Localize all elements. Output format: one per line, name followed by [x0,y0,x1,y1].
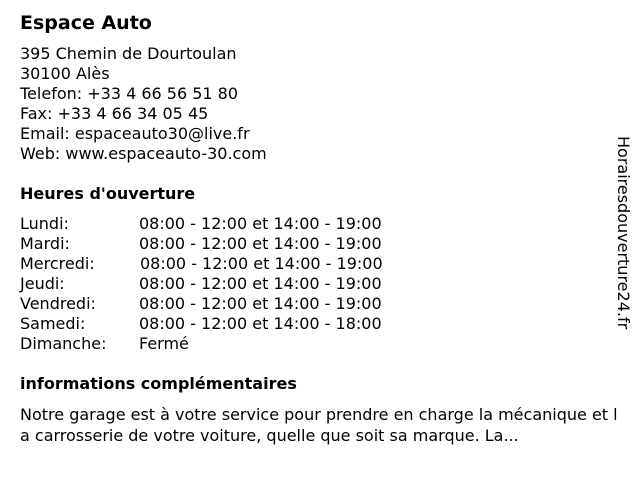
email-line: Email: espaceauto30@live.fr [20,124,250,143]
extra-info-heading: informations complémentaires [20,374,297,393]
day-label: Mardi: [20,234,70,253]
hours-value: 08:00 - 12:00 et 14:00 - 19:00 [140,254,383,273]
day-label: Samedi: [20,314,86,333]
hours-value: Fermé [139,334,189,353]
hours-table [20,214,440,354]
hours-value: 08:00 - 12:00 et 14:00 - 19:00 [139,274,382,293]
hours-row-friday [20,294,440,314]
hours-row-thursday [20,274,440,294]
hours-row-saturday [20,314,440,334]
day-label: Jeudi: [20,274,65,293]
address-line-1: 395 Chemin de Dourtoulan [20,44,237,63]
day-label: Mercredi: [20,254,95,273]
hours-value: 08:00 - 12:00 et 14:00 - 18:00 [139,314,382,333]
hours-heading: Heures d'ouverture [20,184,196,203]
hours-value: 08:00 - 12:00 et 14:00 - 19:00 [139,234,382,253]
hours-value: 08:00 - 12:00 et 14:00 - 19:00 [139,214,382,233]
web-line: Web: www.espaceauto-30.com [20,144,267,163]
watermark-text: Horairesdouverture24.fr [614,136,633,330]
hours-row-tuesday [20,234,440,254]
day-label: Vendredi: [20,294,96,313]
address-line-2: 30100 Alès [20,64,110,83]
hours-row-wednesday [20,254,440,274]
hours-row-monday [20,214,440,234]
phone-line: Telefon: +33 4 66 56 51 80 [20,84,239,103]
hours-row-sunday [20,334,440,354]
contact-info [20,44,267,164]
day-label: Lundi: [20,214,69,233]
description-text: Notre garage est à votre service pour prendre en charge la mécanique et la carrosserie de votre voiture, quelle que soit sa marque. La... [20,405,618,445]
business-name: Espace Auto [20,12,152,34]
day-label: Dimanche: [20,334,107,353]
hours-value: 08:00 - 12:00 et 14:00 - 19:00 [139,294,382,313]
fax-line: Fax: +33 4 66 34 05 45 [20,104,209,123]
watermark [612,136,636,372]
